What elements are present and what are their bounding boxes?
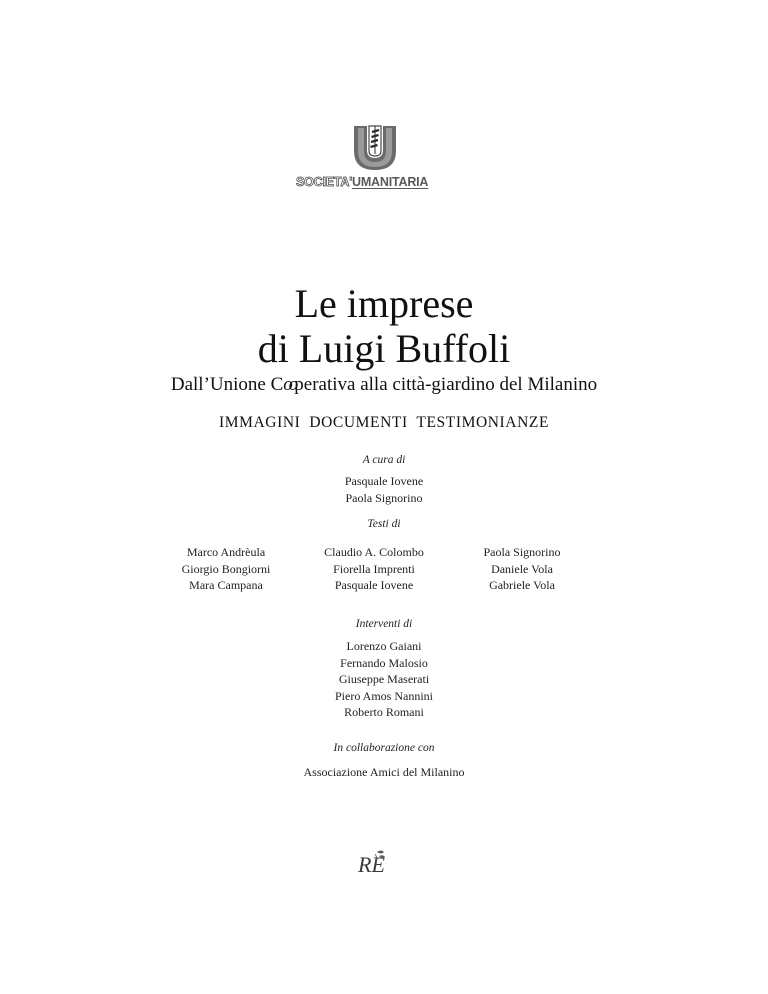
umanitaria-wordmark bbox=[296, 174, 456, 190]
author-name: Daniele Vola bbox=[491, 561, 553, 576]
contributor-name: Piero Amos Nannini bbox=[335, 688, 433, 703]
collaboration-name: Associazione Amici del Milanino bbox=[303, 765, 465, 779]
author-name: Paola Signorino bbox=[483, 545, 561, 559]
editors-label: A cura di bbox=[362, 454, 406, 466]
subtitle-after: perativa alla città-giardino del Milanino bbox=[294, 374, 598, 395]
wordmark-umanitaria: UMANITARIA bbox=[352, 175, 429, 189]
author-name: Pasquale Iovene bbox=[334, 578, 414, 592]
contributor-name: Giuseppe Maserati bbox=[338, 672, 430, 686]
editors-names bbox=[0, 473, 768, 506]
editor-name: Pasquale Iovene bbox=[344, 474, 424, 488]
subtitle-oo-ligature: oo bbox=[283, 374, 295, 395]
contributor-name: Fernando Malosio bbox=[340, 655, 428, 670]
umanitaria-u-logo-icon bbox=[352, 124, 398, 172]
wordmark-societa: SOCIETA' bbox=[296, 175, 353, 189]
title-line-1: Le imprese bbox=[294, 281, 474, 326]
publisher-monogram-icon bbox=[355, 848, 395, 888]
author-name: Giorgio Bongiorni bbox=[181, 561, 271, 576]
author-name: Gabriele Vola bbox=[489, 578, 555, 592]
tagline: IMMAGINI DOCUMENTI TESTIMONIANZE bbox=[218, 414, 550, 431]
author-name: Mara Campana bbox=[189, 578, 263, 592]
author-name: Fiorella Imprenti bbox=[333, 561, 415, 576]
collaboration-label: In collaborazione con bbox=[333, 742, 435, 754]
editor-name: Paola Signorino bbox=[345, 490, 423, 505]
texts-column-3 bbox=[422, 544, 622, 594]
interventions-label: Interventi di bbox=[355, 618, 413, 630]
subtitle-before: Dall’Unione C bbox=[170, 374, 284, 395]
author-name: Claudio A. Colombo bbox=[324, 545, 424, 559]
contributor-name: Roberto Romani bbox=[344, 705, 424, 719]
interventions-names bbox=[0, 638, 768, 721]
texts-label: Testi di bbox=[367, 518, 401, 530]
subtitle bbox=[0, 374, 768, 396]
author-name: Marco Andrèula bbox=[186, 545, 266, 559]
contributor-name: Lorenzo Gaiani bbox=[346, 639, 422, 653]
title-line-2: di Luigi Buffoli bbox=[257, 326, 511, 371]
publisher-letter-r: RE bbox=[358, 852, 385, 877]
